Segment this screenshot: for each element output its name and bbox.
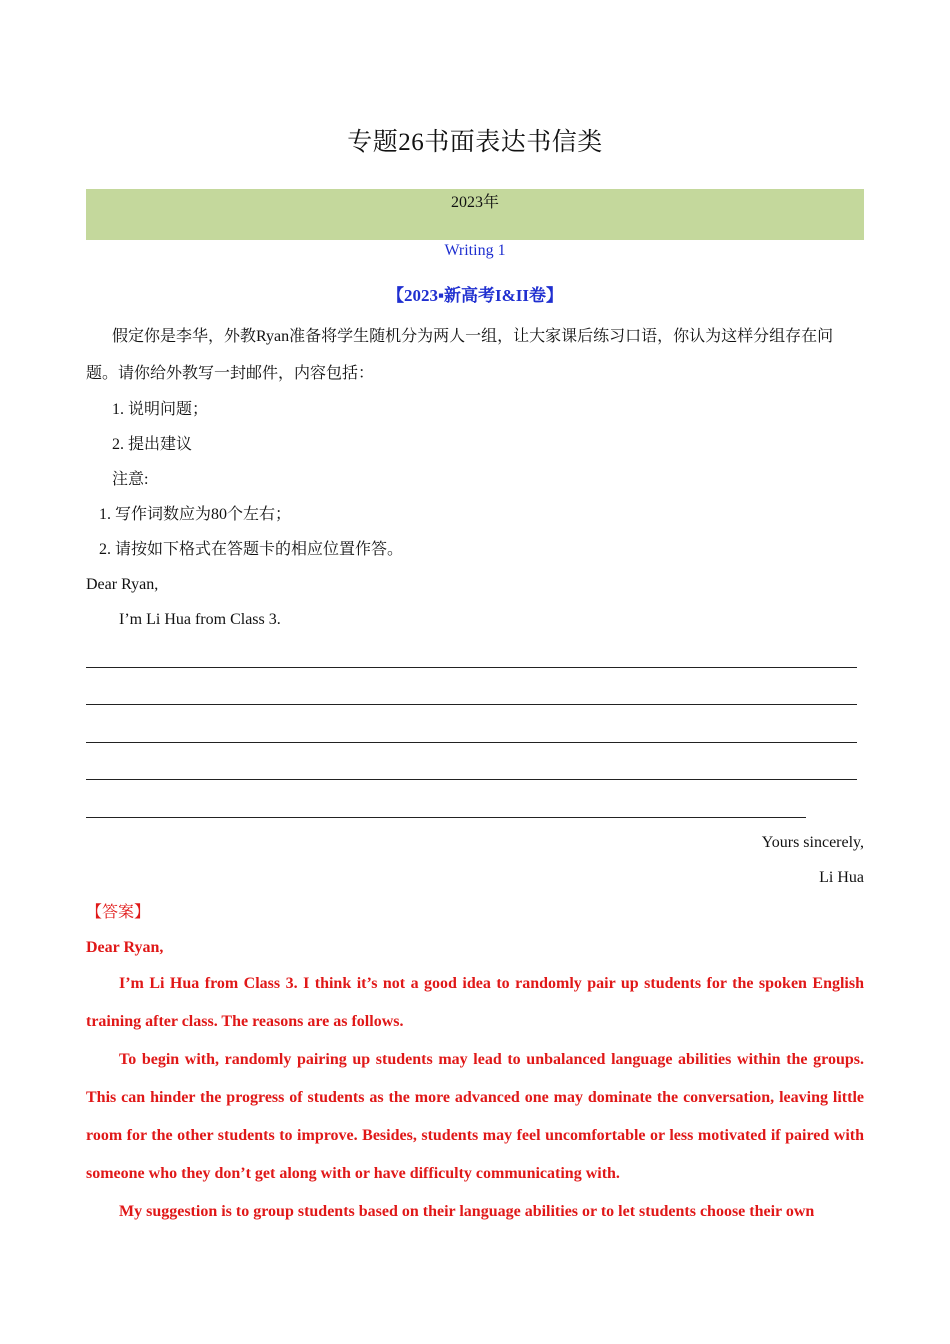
answer-line bbox=[86, 787, 864, 825]
year-banner: 2023年 bbox=[86, 189, 864, 240]
answer-line bbox=[86, 750, 864, 788]
answer-paragraph: To begin with, randomly pairing up students may lead to unbalanced language abilities within the groups. This can hinder the progress of students as the more advanced one may dominate the conversation, leaving little room for the other students to improve. Besides, students may feel uncomfortable or less motivated if paired with someone who they don’t get along with or have difficulty communicating with. bbox=[86, 1050, 864, 1182]
answer-line bbox=[86, 637, 864, 675]
prompt-intro: 假定你是李华，外教Ryan准备将学生随机分为两人一组，让大家课后练习口语，你认为这样分组存在问题。请你给外教写一封邮件，内容包括： bbox=[86, 328, 834, 382]
letter-salutation: Dear Ryan, bbox=[86, 576, 159, 593]
answer-paragraph: I’m Li Hua from Class 3. I think it’s not a good idea to randomly pair up students for the spoken English training after class. The reasons are as follows. bbox=[86, 974, 864, 1030]
note-label: 注意: bbox=[112, 471, 149, 488]
prompt-point: 1. 说明问题； bbox=[112, 401, 209, 418]
answer-tag: 【答案】 bbox=[86, 903, 151, 921]
model-answer bbox=[86, 930, 864, 1231]
answer-salutation: Dear Ryan, bbox=[86, 938, 164, 956]
exam-source-label: 【2023▪新高考I&II卷】 bbox=[386, 286, 564, 305]
prompt-point: 2. 提出建议 bbox=[112, 436, 193, 453]
letter-opening: I’m Li Hua from Class 3. bbox=[119, 611, 281, 628]
answer-paragraph: My suggestion is to group students based on their language abilities or to let students choose their own bbox=[119, 1202, 815, 1220]
letter-signature: Li Hua bbox=[819, 868, 864, 886]
writing-label: Writing 1 bbox=[444, 242, 506, 259]
note-item: 1. 写作词数应为80个左右； bbox=[99, 506, 292, 523]
page-title: 专题26书面表达书信类 bbox=[347, 129, 603, 156]
letter-closing: Yours sincerely, bbox=[761, 833, 864, 851]
answer-line bbox=[86, 712, 864, 750]
answer-line bbox=[86, 675, 864, 713]
writing-prompt bbox=[86, 318, 864, 1231]
note-item: 2. 请按如下格式在答题卡的相应位置作答。 bbox=[99, 541, 404, 558]
